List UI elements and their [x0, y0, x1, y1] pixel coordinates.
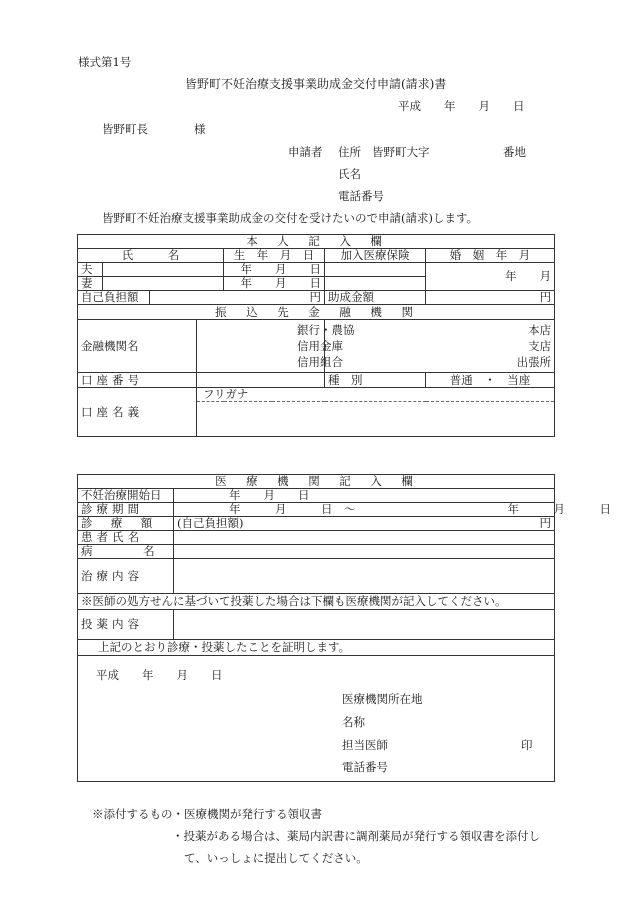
subsidy-amount-field[interactable]: 円: [426, 291, 555, 305]
col-birthdate-header: 生 年 月 日: [224, 249, 325, 263]
doctor-label: 担当医師: [342, 738, 388, 752]
col-name-header: 氏 名: [78, 249, 224, 263]
wife-name-field[interactable]: [103, 277, 224, 291]
row-wife-label: 妻: [78, 277, 103, 291]
institution-name-label: 名称: [342, 715, 365, 729]
amount-yen: 円: [539, 516, 551, 530]
bank-section-heading: 振 込 先 金 融 機 関: [78, 305, 555, 320]
account-kind-options[interactable]: 普通 ・ 当座: [426, 373, 555, 388]
disease-name-label: 病名: [78, 545, 174, 559]
form-number: 様式第1号: [78, 55, 132, 69]
amount-note: (自己負担額): [177, 516, 244, 530]
self-pay-label: 自己負担額: [78, 291, 150, 305]
branch-type-options[interactable]: [325, 320, 555, 373]
patient-name-label: 患者氏名: [78, 531, 174, 545]
institution-address-label: 医療機関所在地: [342, 692, 423, 706]
account-holder-label: 口座名義: [78, 388, 197, 437]
certify-statement: 上記のとおり診療・投薬したことを証明します。: [78, 640, 555, 656]
attachment-line-2: ・投薬がある場合は、薬局内訳書に調剤薬局が発行する領収書を添付し: [172, 829, 540, 843]
treatment-amount-field[interactable]: [174, 517, 555, 531]
husband-birthdate-field[interactable]: 年 月 日: [224, 263, 325, 277]
name-label: 氏名: [338, 167, 361, 181]
treatment-period-field[interactable]: [174, 502, 611, 517]
account-holder-field[interactable]: [197, 402, 555, 437]
medical-section-heading: 医 療 機 関 記 入 欄: [78, 475, 555, 489]
branch-type-main: 本店: [528, 323, 552, 337]
husband-insurance-field[interactable]: [325, 263, 426, 277]
wife-insurance-field[interactable]: [325, 277, 426, 291]
application-date: 平成 年 月 日: [398, 99, 525, 113]
applicant-label: 申請者: [288, 145, 323, 159]
medication-content-label: 投薬内容: [78, 610, 174, 640]
institution-phone-label: 電話番号: [342, 760, 388, 774]
account-number-label: 口座番号: [78, 373, 197, 388]
bank-type-kumiai: 信用組合: [297, 355, 343, 369]
bank-name-label: 金融機関名: [78, 320, 197, 373]
bank-type-bank: 銀行・農協: [297, 323, 355, 337]
attachment-line-3: て、いっしょに提出してください。: [184, 851, 368, 865]
furigana-label: フリガナ: [203, 387, 249, 401]
account-number-field[interactable]: [197, 373, 325, 388]
treatment-start-label: 不妊治療開始日: [78, 489, 174, 503]
subsidy-label: 助成金額: [325, 291, 426, 305]
address-value: 皆野町大字: [372, 145, 430, 159]
treatment-content-label: 治療内容: [78, 559, 174, 594]
attachment-line-1: ※添付するもの・医療機関が発行する領収書: [92, 807, 322, 821]
period-from: 年 月 日 〜: [229, 502, 356, 516]
applicant-section-heading: 本 人 記 入 欄: [78, 235, 555, 249]
marriage-date-field[interactable]: 年 月: [426, 263, 555, 291]
phone-label: 電話番号: [338, 189, 384, 203]
row-husband-label: 夫: [78, 263, 103, 277]
addressee: 皆野町長 様: [102, 122, 206, 136]
branch-type-branch: 支店: [528, 339, 552, 353]
period-to: 年 月 日: [507, 502, 611, 516]
form-title: 皆野町不妊治療支援事業助成金交付申請(請求)書: [185, 77, 447, 91]
treatment-content-field[interactable]: [174, 559, 555, 594]
furigana-field[interactable]: [197, 388, 555, 402]
col-insurance-header: 加入医療保険: [325, 249, 426, 263]
medical-table: [77, 474, 611, 782]
husband-name-field[interactable]: [103, 263, 224, 277]
col-marriage-header: 婚 姻 年 月: [426, 249, 555, 263]
patient-name-field[interactable]: [174, 531, 555, 545]
treatment-start-field[interactable]: 年 月 日: [174, 489, 555, 503]
treatment-amount-label: 診療額: [78, 517, 174, 531]
prescription-note: ※医師の処方せんに基づいて投薬した場合は下欄も医療機関が記入してください。: [78, 594, 555, 610]
applicant-table: [77, 234, 555, 437]
self-pay-amount-field[interactable]: 円: [150, 291, 325, 305]
certification-date[interactable]: 平成 年 月 日: [96, 668, 223, 682]
account-kind-label: 種 別: [325, 373, 426, 388]
treatment-period-label: 診療期間: [78, 503, 174, 517]
address-suffix: 番地: [503, 145, 526, 159]
address-label: 住所: [338, 145, 361, 159]
bank-type-shinkin: 信用金庫: [297, 339, 343, 353]
bank-type-options[interactable]: [197, 320, 355, 373]
disease-name-field[interactable]: [174, 545, 555, 559]
medication-content-field[interactable]: [174, 610, 555, 640]
application-statement: 皆野町不妊治療支援事業助成金の交付を受けたいので申請(請求)します。: [102, 211, 479, 225]
branch-type-office: 出張所: [516, 355, 552, 369]
wife-birthdate-field[interactable]: 年 月 日: [224, 277, 325, 291]
certification-block: [78, 656, 555, 782]
seal-label: 印: [521, 738, 533, 752]
